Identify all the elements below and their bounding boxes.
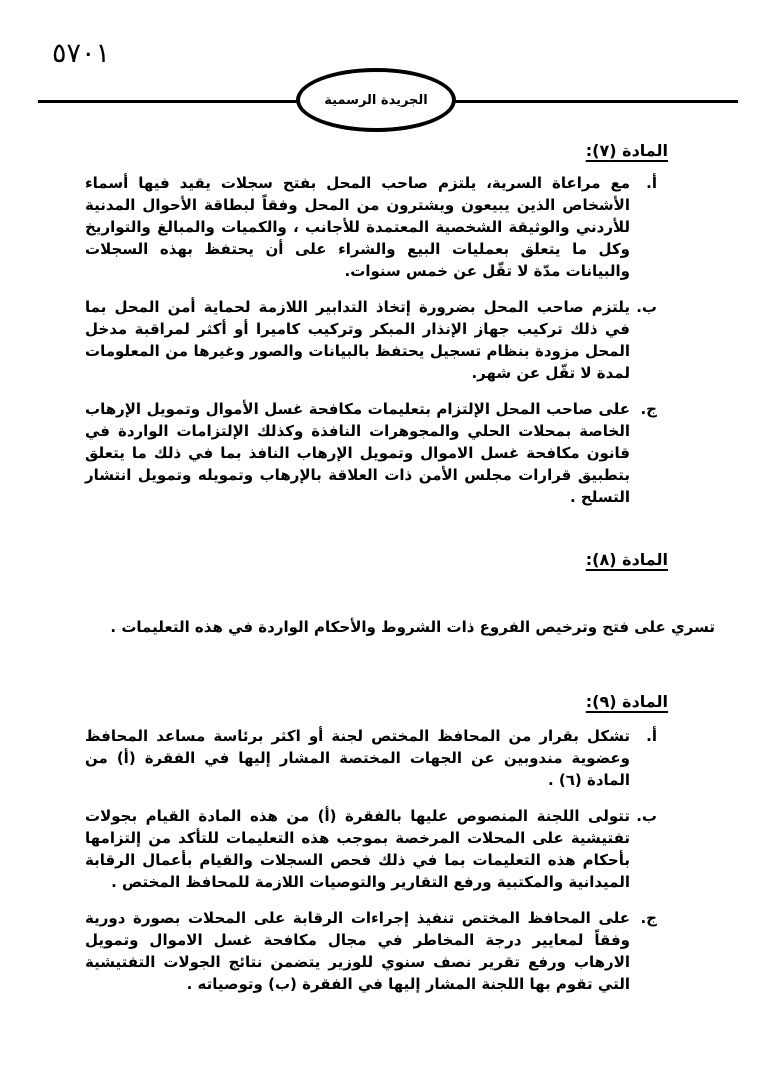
item-marker: ج. bbox=[640, 400, 657, 418]
item-text: على المحافظ المختص تنفيذ إجراءات الرقابة على المحلات بصورة دورية وفقاً لمعايير درجة المخاطر في مجال مكافحة غسل الاموال وتمويل الارهاب ورفع تقرير نصف سنوي للوزير يتضمن نتائج الجولات التفتيشية التي تقوم بها اللجنة المشار إليها في الفقرة (ب) وتوصياته . bbox=[85, 909, 630, 993]
document-content bbox=[85, 139, 715, 1009]
article-7 bbox=[85, 139, 715, 508]
item-marker: ب. bbox=[636, 807, 657, 825]
list-item bbox=[85, 172, 657, 282]
list-item bbox=[85, 907, 657, 995]
list-item bbox=[85, 398, 657, 508]
item-text: تشكل بقرار من المحافظ المختص لجنة أو اكثر برئاسة مساعد المحافظ وعضوية مندوبين عن الجهات المختصة المشار إليها في الفقرة (أ) من المادة (٦) . bbox=[85, 727, 630, 789]
gazette-banner-ellipse bbox=[296, 68, 456, 132]
item-text: مع مراعاة السرية، يلتزم صاحب المحل بفتح سجلات يقيد فيها أسماء الأشخاص الذين يبيعون ويشترون من المحل وفقاً لبطاقة الأحوال المدنية للأردني والوثيقة الشخصية المعتمدة للأجانب ، والكميات والمبالغ والتواريخ وكل ما يتعلق بعمليات البيع والشراء على أن يحتفظ بهذه السجلات والبيانات مدّة لا تقّل عن خمس سنوات. bbox=[85, 174, 630, 280]
list-item bbox=[85, 725, 657, 791]
article-8-title: المادة (٨): bbox=[585, 550, 668, 569]
article-7-title: المادة (٧): bbox=[585, 141, 668, 160]
article-9 bbox=[85, 690, 715, 995]
article-8-body: تسري على فتح وترخيص الفروع ذات الشروط والأحكام الواردة في هذه التعليمات . bbox=[110, 618, 715, 636]
item-marker: أ. bbox=[646, 727, 657, 745]
item-text: تتولى اللجنة المنصوص عليها بالفقرة (أ) من هذه المادة القيام بجولات تفتيشية على المحلات المرخصة بموجب هذه التعليمات للتأكد من إلتزامها بأحكام هذه التعليمات بما في ذلك فحص السجلات والقيام بأعمال الرقابة الميدانية والمكتبية ورفع التقارير والتوصيات اللازمة للمحافظ المختص . bbox=[85, 807, 630, 891]
page-number: ٥٧٠١ bbox=[52, 38, 111, 69]
list-item bbox=[85, 805, 657, 893]
item-marker: ج. bbox=[640, 909, 657, 927]
list-item bbox=[85, 296, 657, 384]
article-8 bbox=[85, 548, 715, 638]
item-marker: ب. bbox=[636, 298, 657, 316]
item-text: يلتزم صاحب المحل بضرورة إتخاذ التدابير اللازمة لحماية أمن المحل بما في ذلك تركيب جهاز الإنذار المبكر وتركيب كاميرا أو أكثر لمراقبة مدخل المحل مزودة بنظام تسجيل يحتفظ بالبيانات والصور وغيرها من المعلومات لمدة لا تقّل عن شهر. bbox=[85, 298, 630, 382]
article-9-title: المادة (٩): bbox=[585, 692, 668, 711]
item-text: على صاحب المحل الإلتزام بتعليمات مكافحة غسل الأموال وتمويل الإرهاب الخاصة بمحلات الحلي والمجوهرات النافذة وكذلك الإلتزامات الواردة في قانون مكافحة غسل الاموال وتمويل الإرهاب النافذ بما في ذلك ما يتعلق بتطبيق قرارات مجلس الأمن ذات العلاقة بالإرهاب وتمويله وتمويل انتشار التسلح . bbox=[85, 400, 630, 506]
item-marker: أ. bbox=[646, 174, 657, 192]
gazette-banner-label: الجريدة الرسمية bbox=[324, 92, 428, 108]
